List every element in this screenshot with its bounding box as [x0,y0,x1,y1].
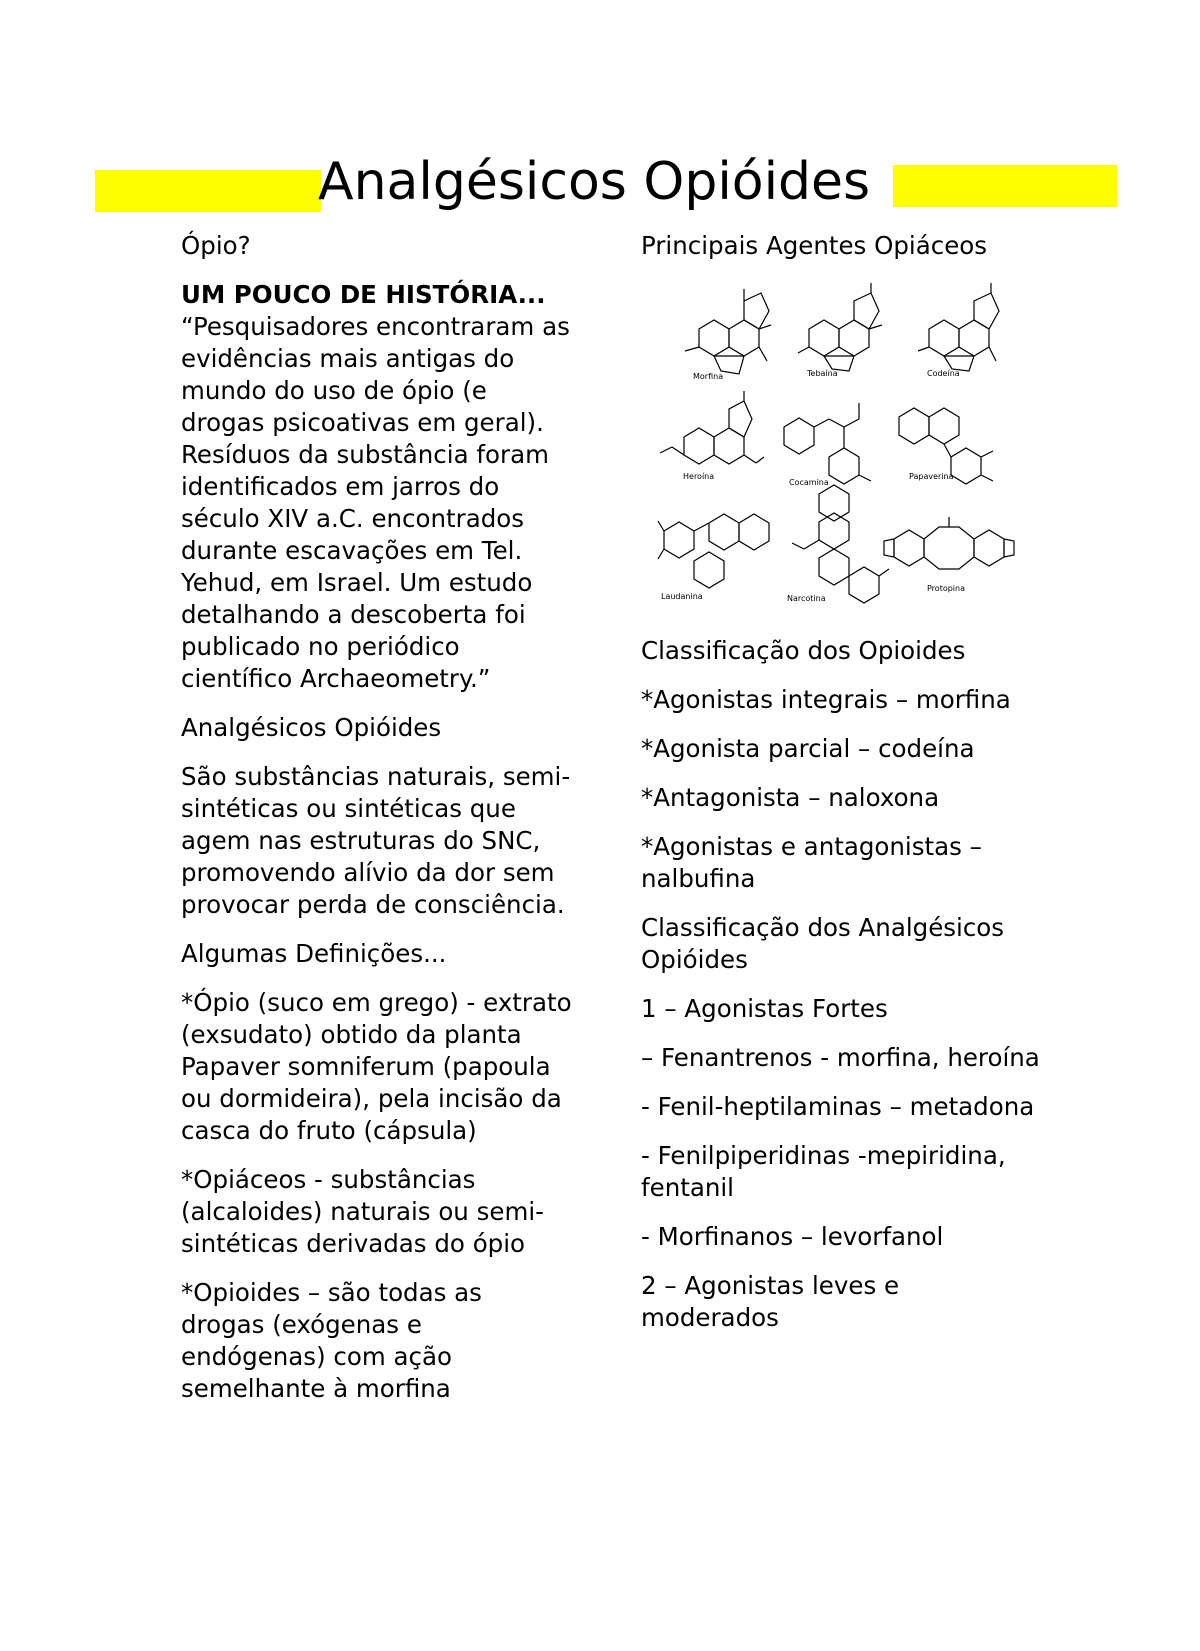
right-column [641,230,1041,1351]
title-highlight-left [95,170,321,212]
class-item-agonistas-antagonistas: *Agonistas e antagonistas – nalbufina [641,832,982,893]
left-column [181,230,573,1422]
classification-heading: Classificação dos Opioides [641,636,966,665]
strong-item-morfinanos: - Morfinanos – levorfanol [641,1222,944,1251]
structure-narcotina [792,485,889,603]
label-cocamina: Cocamina [789,478,829,487]
page-title: Analgésicos Opióides [318,152,871,212]
structure-cocamina [784,403,871,484]
structure-tebaina [798,283,882,371]
class-item-agonistas-integrais: *Agonistas integrais – morfina [641,685,1011,714]
label-laudanina: Laudanina [661,592,703,601]
label-tebaina: Tebaína [807,369,838,378]
history-quote: “Pesquisadores encontraram as evidências mais antigas do mundo do uso de ópio (e drogas psicoativas em geral). Resíduos da substância foram identificados em jarros do século XIV a.C. encontrados durante escavações em Tel. Yehud, em Israel. Um estudo detalhando a descoberta foi publicado no periódico científico Archaeometry.” [181,312,570,693]
structure-laudanina [658,514,769,588]
analgesics-classification-heading: Classificação dos Analgésicos Opióides [641,913,1005,974]
label-morfina: Morfina [693,372,724,381]
section-text: São substâncias naturais, semi-sintéticas ou sintéticas que agem nas estruturas do SNC, promovendo alívio da dor sem provocar perda de consciência. [181,762,571,919]
strong-agonists-heading: 1 – Agonistas Fortes [641,994,888,1023]
strong-item-fenilpiperidinas: - Fenilpiperidinas -mepiridina, fentanil [641,1141,1006,1202]
title-highlight-right [893,165,1117,207]
structure-heroina [660,391,764,464]
mild-agonists-heading: 2 – Agonistas leves e moderados [641,1271,900,1332]
definition-opioides: *Opioides – são todas as drogas (exógenas e endógenas) com ação semelhante à morfina [181,1278,482,1403]
label-heroina: Heroína [683,472,715,481]
label-narcotina: Narcotina [787,594,826,603]
agents-heading: Principais Agentes Opiáceos [641,231,988,260]
class-item-agonista-parcial: *Agonista parcial – codeína [641,734,975,763]
history-heading: UM POUCO DE HISTÓRIA... [181,280,546,309]
definition-opio: *Ópio (suco em grego) - extrato (exsudato) obtido da planta Papaver somniferum (papoula ou dormideira), pela incisão da casca do fruto (cápsula) [181,988,572,1145]
definitions-heading: Algumas Definições... [181,939,447,968]
strong-item-fenantrenos: – Fenantrenos - morfina, heroína [641,1043,1040,1072]
structure-protopina [884,517,1014,569]
definition-opiaceos: *Opiáceos - substâncias (alcaloides) naturais ou semi-sintéticas derivadas do ópio [181,1165,544,1258]
chemical-structures-figure [649,279,1019,609]
label-papaverina: Papaverina [909,472,954,481]
label-protopina: Protopina [927,584,965,593]
structure-codeina [918,283,999,371]
class-item-antagonista: *Antagonista – naloxona [641,783,940,812]
strong-item-fenil-heptilaminas: - Fenil-heptilaminas – metadona [641,1092,1035,1121]
structure-morfina [685,289,771,374]
opio-question: Ópio? [181,231,251,260]
label-codeina: Codeína [927,369,960,378]
section-heading: Analgésicos Opióides [181,713,442,742]
